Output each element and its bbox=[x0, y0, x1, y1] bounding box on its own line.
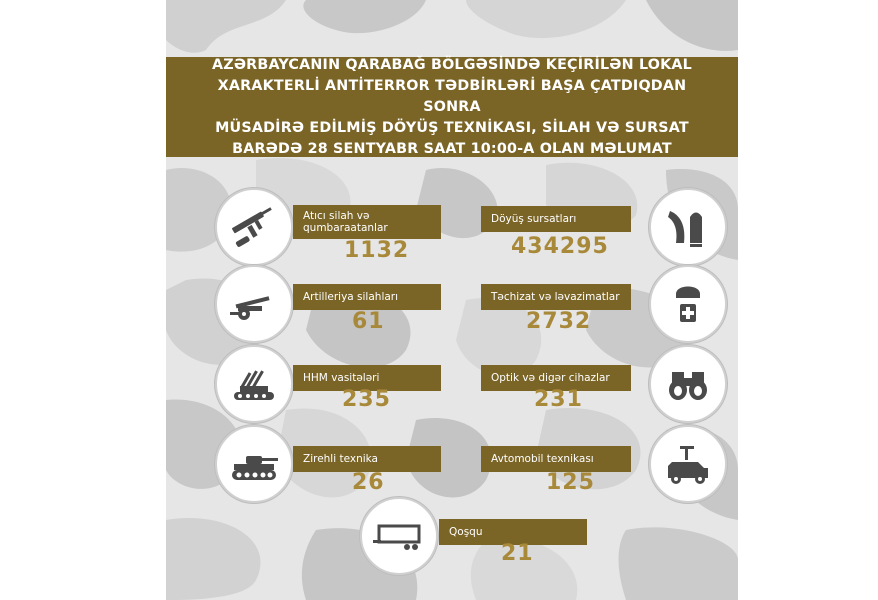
military-vehicle-icon bbox=[658, 434, 718, 494]
item-value: 125 bbox=[546, 470, 595, 495]
trailer-icon bbox=[369, 506, 429, 566]
tank-icon bbox=[224, 434, 284, 494]
item-label: Qoşqu bbox=[449, 526, 483, 538]
item-label: Zirehli texnika bbox=[303, 453, 378, 465]
item-label-box bbox=[293, 284, 441, 310]
item-label: Atıcı silah və qumbaraatanlar bbox=[303, 210, 388, 234]
helmet-medkit-icon bbox=[658, 274, 718, 334]
item-icon-circle bbox=[215, 265, 293, 343]
page-title: AZƏRBAYCANIN QARABAĞ BÖLGƏSİNDƏ KEÇİRİLƏN LOKAL XARAKTERLİ ANTİTERROR TƏDBİRLƏRİ BAŞA ÇATDIQDAN SONRA MÜSADİRƏ EDİLMİŞ DÖYÜŞ TEXNİKASI, SİLAH VƏ SURSAT BARƏDƏ 28 SENTYABR SAAT 10:00-A OLAN MƏLUMAT bbox=[212, 56, 692, 157]
item-icon-circle bbox=[215, 425, 293, 503]
item-label-box bbox=[293, 205, 441, 239]
item-label-box bbox=[481, 284, 631, 310]
anti-aircraft-icon bbox=[224, 354, 284, 414]
item-label: Təchizat və ləvazimatlar bbox=[491, 291, 620, 303]
item-icon-circle bbox=[360, 497, 438, 575]
item-value: 61 bbox=[352, 309, 385, 334]
item-icon-circle bbox=[649, 188, 727, 266]
item-value: 1132 bbox=[344, 238, 410, 263]
item-value: 21 bbox=[501, 541, 534, 566]
item-label: Artilleriya silahları bbox=[303, 291, 399, 303]
item-icon-circle bbox=[649, 425, 727, 503]
item-icon-circle bbox=[215, 188, 293, 266]
header-banner bbox=[166, 57, 738, 157]
artillery-icon bbox=[224, 274, 284, 334]
rifle-icon bbox=[224, 197, 284, 257]
item-label: Döyüş sursatları bbox=[491, 213, 577, 225]
item-label-box bbox=[293, 446, 441, 472]
item-value: 2732 bbox=[526, 309, 592, 334]
item-value: 235 bbox=[342, 387, 391, 412]
item-icon-circle bbox=[649, 345, 727, 423]
item-value: 26 bbox=[352, 470, 385, 495]
item-label-box bbox=[481, 206, 631, 232]
item-value: 434295 bbox=[511, 234, 609, 259]
item-icon-circle bbox=[649, 265, 727, 343]
item-label-box bbox=[481, 446, 631, 472]
item-value: 231 bbox=[534, 387, 583, 412]
item-label: HHM vasitələri bbox=[303, 372, 380, 384]
ammunition-icon bbox=[658, 197, 718, 257]
item-label: Optik və digər cihazlar bbox=[491, 372, 610, 384]
item-icon-circle bbox=[215, 345, 293, 423]
item-label: Avtomobil texnikası bbox=[491, 453, 594, 465]
infographic-poster bbox=[166, 0, 738, 600]
binoculars-icon bbox=[658, 354, 718, 414]
